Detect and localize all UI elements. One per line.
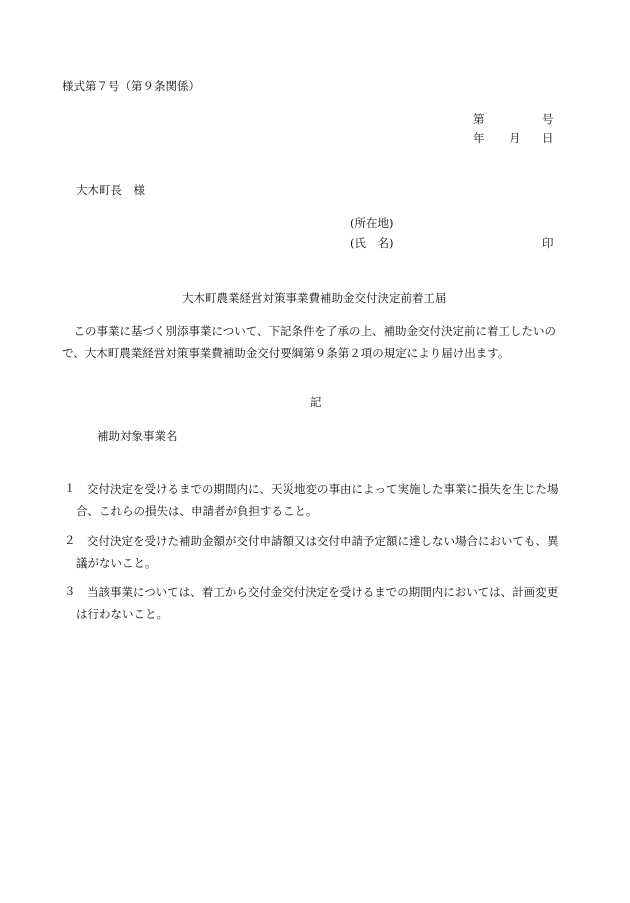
condition-line: 合、これらの損失は、申請者が負担すること。 xyxy=(76,504,318,518)
condition-text xyxy=(87,478,559,500)
name-label: (氏 名) xyxy=(350,236,394,250)
date-year: 年 xyxy=(473,131,485,145)
date-day: 日 xyxy=(542,131,554,145)
condition-number: ３ xyxy=(64,584,76,598)
doc-number-suffix: 号 xyxy=(542,112,554,126)
form-label: 様式第７号（第９条関係） xyxy=(62,79,200,93)
document-title: 大木町農業経営対策事業費補助金交付決定前着工届 xyxy=(182,291,447,305)
date-month: 月 xyxy=(509,131,521,145)
condition-line: 当該事業については、着工から交付金交付決定を受けるまでの期間内においては、計画変更 xyxy=(87,585,559,599)
condition-line: 議がないこと。 xyxy=(76,556,157,570)
condition-text xyxy=(76,603,168,625)
body-line: この事業に基づく別添事業について、下記条件を了承の上、補助金交付決定前に着工したいの xyxy=(62,324,557,338)
condition-text xyxy=(87,581,558,603)
project-name-label: 補助対象事業名 xyxy=(97,429,178,443)
doc-number-prefix: 第 xyxy=(473,112,485,126)
addressee: 大木町長 様 xyxy=(76,183,145,197)
address-label: (所在地) xyxy=(350,216,394,230)
condition-line: 交付決定を受けるまでの期間内に、天災地変の事由によって実施した事業に損失を生じた場 xyxy=(87,482,559,496)
condition-line: は行わないこと。 xyxy=(76,607,168,621)
condition-text xyxy=(76,500,318,522)
condition-text xyxy=(76,552,157,574)
seal-mark: 印 xyxy=(542,236,554,250)
body-paragraph xyxy=(62,320,556,364)
condition-line: 交付決定を受けた補助金額が交付申請額又は交付申請予定額に達しない場合においても、異 xyxy=(87,534,559,548)
condition-number: １ xyxy=(64,481,76,495)
condition-number: ２ xyxy=(64,533,76,547)
ki-heading: 記 xyxy=(310,395,322,409)
condition-text xyxy=(87,530,559,552)
body-line: で、大木町農業経営対策事業費補助金交付要綱第９条第２項の規定により届け出ます。 xyxy=(62,346,510,360)
